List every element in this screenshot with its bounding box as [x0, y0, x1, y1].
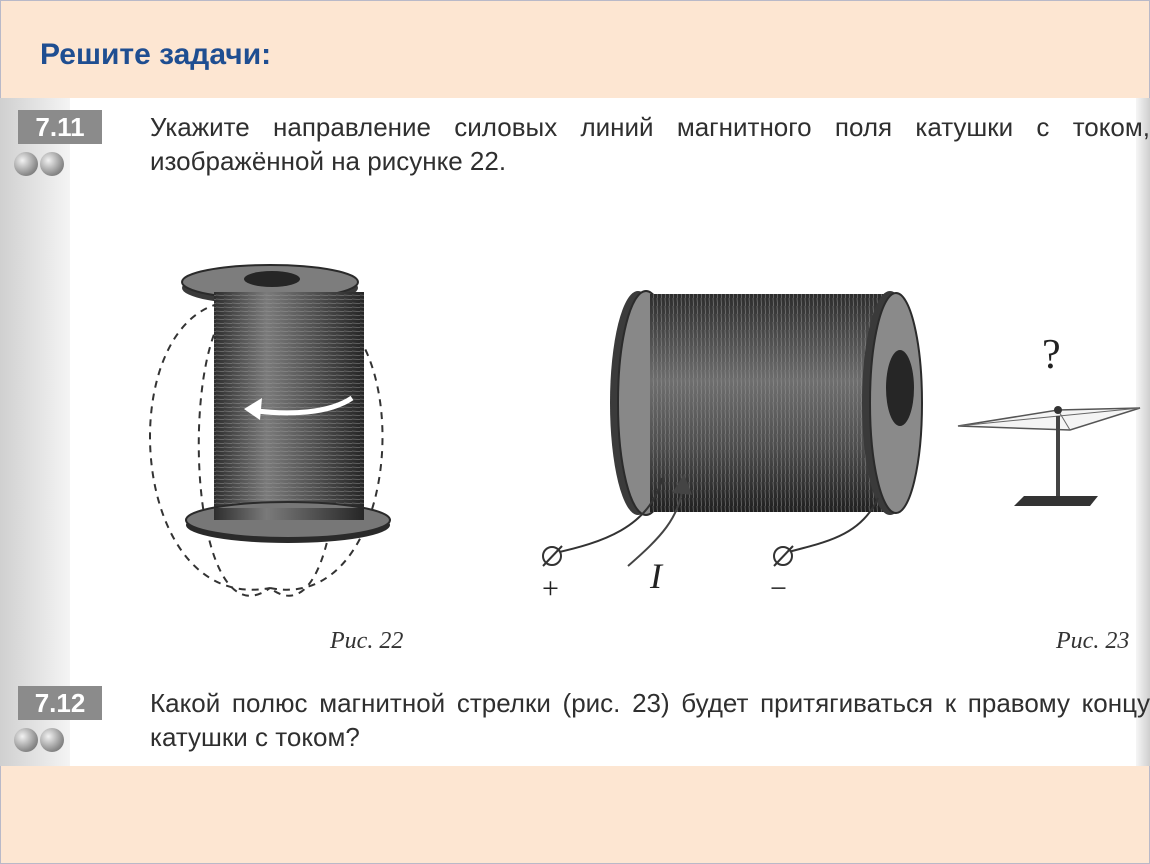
task-number-badge: 7.12: [18, 686, 102, 720]
difficulty-ball-icon: [14, 728, 38, 752]
fig22-coil: [150, 265, 390, 596]
figure-caption: Рис. 23: [1056, 628, 1130, 654]
task-text: Укажите направление силовых линий магнитного поля катушки с током, изображённой на рисунке 22.: [150, 112, 1150, 176]
question-mark: ?: [1042, 332, 1061, 378]
difficulty-ball-icon: [40, 728, 64, 752]
task-text: Какой полюс магнитной стрелки (рис. 23) будет притягиваться к правому концу катушки с током?: [150, 688, 1150, 752]
task-number-badge: 7.11: [18, 110, 102, 144]
fig23-coil: [542, 291, 922, 605]
current-label: I: [650, 556, 662, 596]
plus-label: +: [542, 572, 559, 605]
difficulty-indicator: [14, 728, 64, 752]
figures-illustration: [0, 98, 1150, 766]
textbook-scan: [0, 98, 1150, 766]
minus-label: −: [770, 572, 787, 605]
magnetic-needle: [958, 332, 1140, 506]
slide-title: Решите задачи:: [40, 38, 272, 71]
figure-caption: Рис. 22: [330, 628, 404, 654]
